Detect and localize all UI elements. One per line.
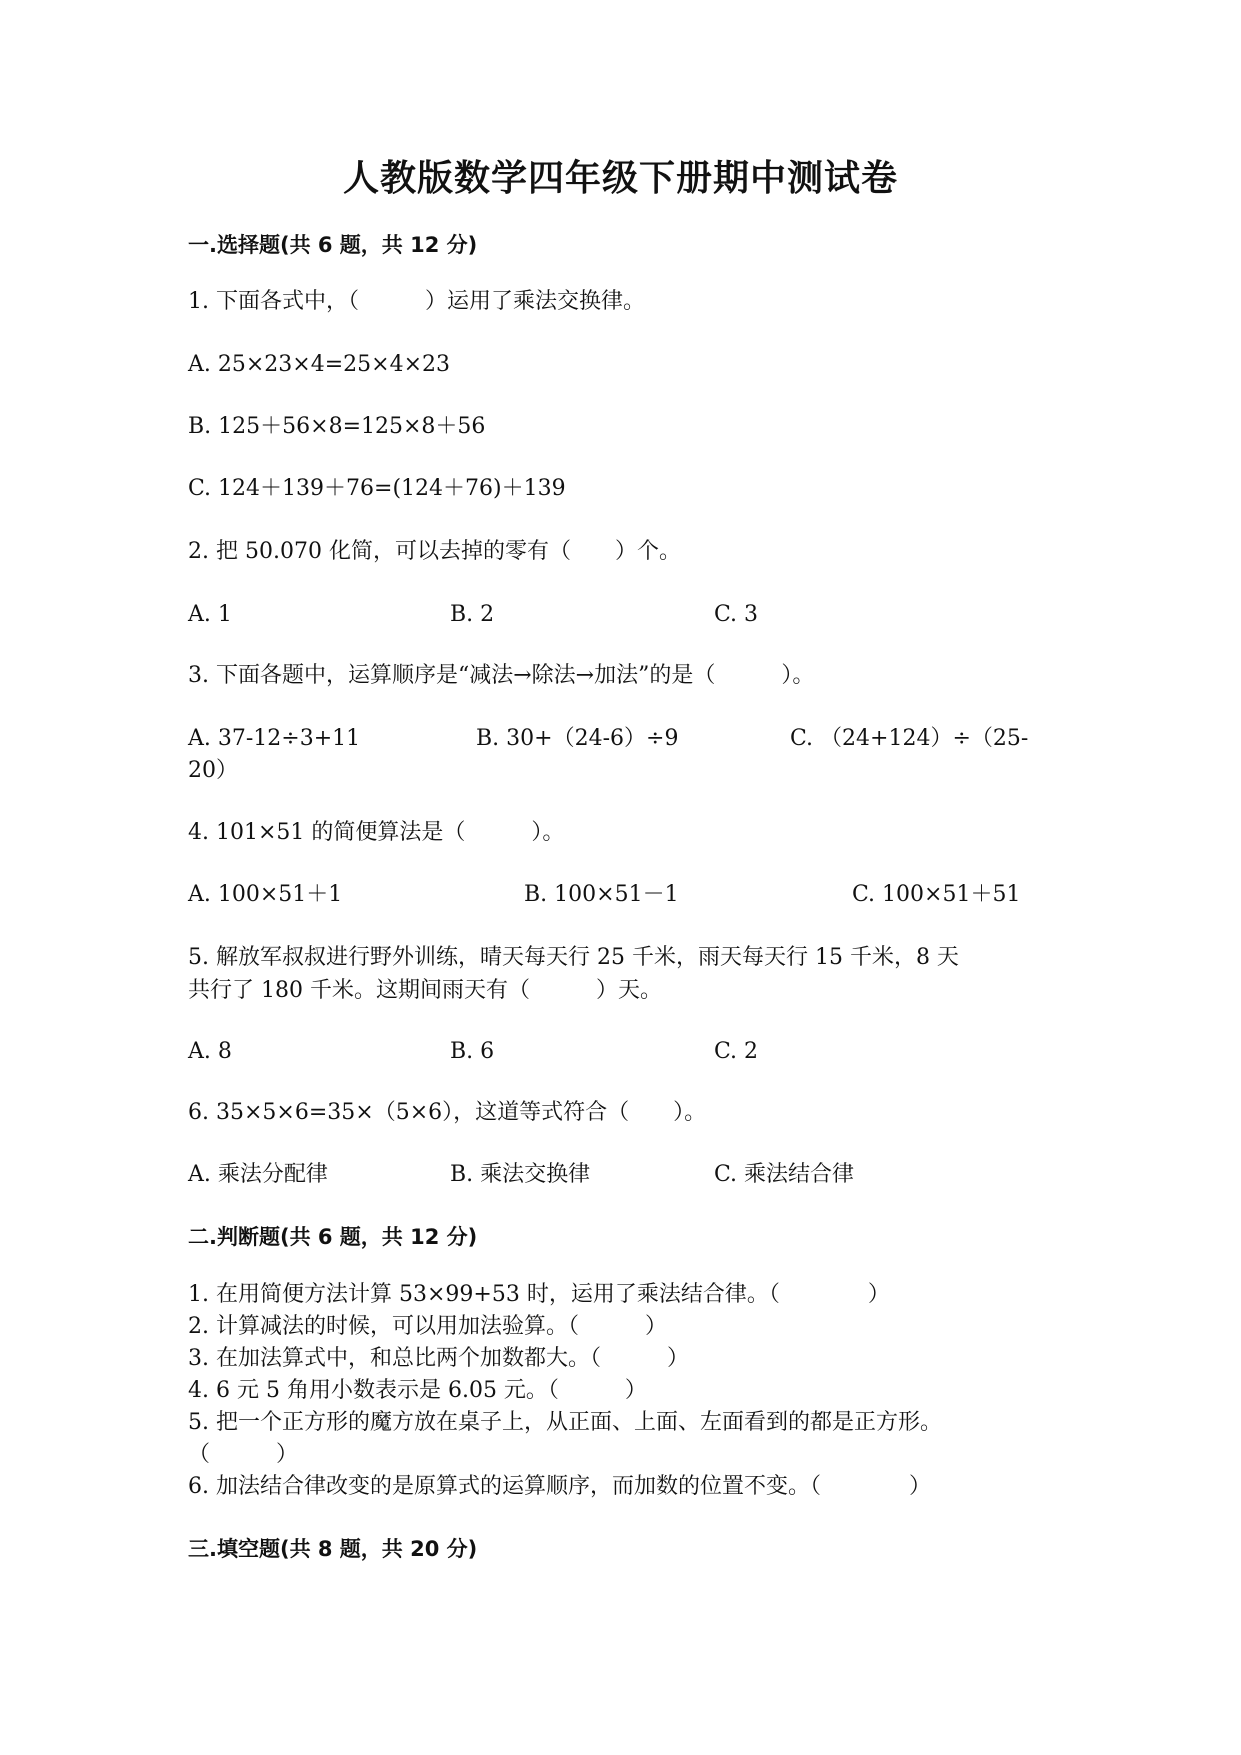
choice-question-5-continued: 共行了 180 千米。这期间雨天有（ ）天。 <box>188 978 662 1003</box>
choice-6-option-c: C. 乘法结合律 <box>714 1162 855 1187</box>
judge-question-5-continued: （ ） <box>188 1442 299 1467</box>
section-heading-judge: 二.判断题(共 6 题，共 12 分) <box>188 1225 478 1249</box>
choice-5-option-b: B. 6 <box>450 1039 495 1064</box>
judge-question-1: 1. 在用简便方法计算 53×99+53 时，运用了乘法结合律。（ ） <box>188 1282 890 1307</box>
section-heading-fill: 三.填空题(共 8 题，共 20 分) <box>188 1537 478 1561</box>
choice-2-option-c: C. 3 <box>714 602 759 627</box>
choice-1-option-a: A. 25×23×4=25×4×23 <box>188 352 451 377</box>
choice-question-6: 6. 35×5×6=35×（5×6），这道等式符合（ ）。 <box>188 1100 707 1125</box>
judge-question-4: 4. 6 元 5 角用小数表示是 6.05 元。（ ） <box>188 1378 647 1403</box>
choice-question-3: 3. 下面各题中，运算顺序是“减法→除法→加法”的是（ ）。 <box>188 663 815 688</box>
choice-2-option-a: A. 1 <box>188 602 232 627</box>
choice-1-option-c: C. 124＋139＋76=(124＋76)＋139 <box>188 476 566 501</box>
choice-3-option-a: A. 37-12÷3+11 <box>188 726 361 751</box>
choice-5-option-c: C. 2 <box>714 1039 759 1064</box>
choice-5-option-a: A. 8 <box>188 1039 232 1064</box>
choice-4-option-b: B. 100×51－1 <box>524 882 679 907</box>
choice-3-option-b: B. 30+（24-6）÷9 <box>476 726 679 751</box>
choice-question-4: 4. 101×51 的简便算法是（ ）。 <box>188 820 565 845</box>
choice-1-option-b: B. 125＋56×8=125×8＋56 <box>188 414 486 439</box>
choice-2-option-b: B. 2 <box>450 602 495 627</box>
choice-4-option-a: A. 100×51＋1 <box>188 882 343 907</box>
choice-6-option-a: A. 乘法分配律 <box>188 1162 328 1187</box>
judge-question-2: 2. 计算减法的时候，可以用加法验算。（ ） <box>188 1314 667 1339</box>
judge-question-3: 3. 在加法算式中，和总比两个加数都大。（ ） <box>188 1346 689 1371</box>
judge-question-6: 6. 加法结合律改变的是原算式的运算顺序，而加数的位置不变。（ ） <box>188 1474 931 1499</box>
choice-4-option-c: C. 100×51＋51 <box>852 882 1021 907</box>
choice-question-2: 2. 把 50.070 化简，可以去掉的零有（ ）个。 <box>188 539 681 564</box>
section-heading-choice: 一.选择题(共 6 题，共 12 分) <box>188 233 478 257</box>
choice-6-option-b: B. 乘法交换律 <box>450 1162 591 1187</box>
choice-question-1: 1. 下面各式中，（ ）运用了乘法交换律。 <box>188 289 645 314</box>
choice-3-option-c-continued: 20） <box>188 758 238 783</box>
choice-3-option-c: C. （24+124）÷（25- <box>790 726 1029 751</box>
page-title: 人教版数学四年级下册期中测试卷 <box>342 158 898 199</box>
judge-question-5: 5. 把一个正方形的魔方放在桌子上，从正面、上面、左面看到的都是正方形。 <box>188 1410 942 1435</box>
choice-question-5: 5. 解放军叔叔进行野外训练，晴天每天行 25 千米，雨天每天行 15 千米，8 天 <box>188 945 959 970</box>
